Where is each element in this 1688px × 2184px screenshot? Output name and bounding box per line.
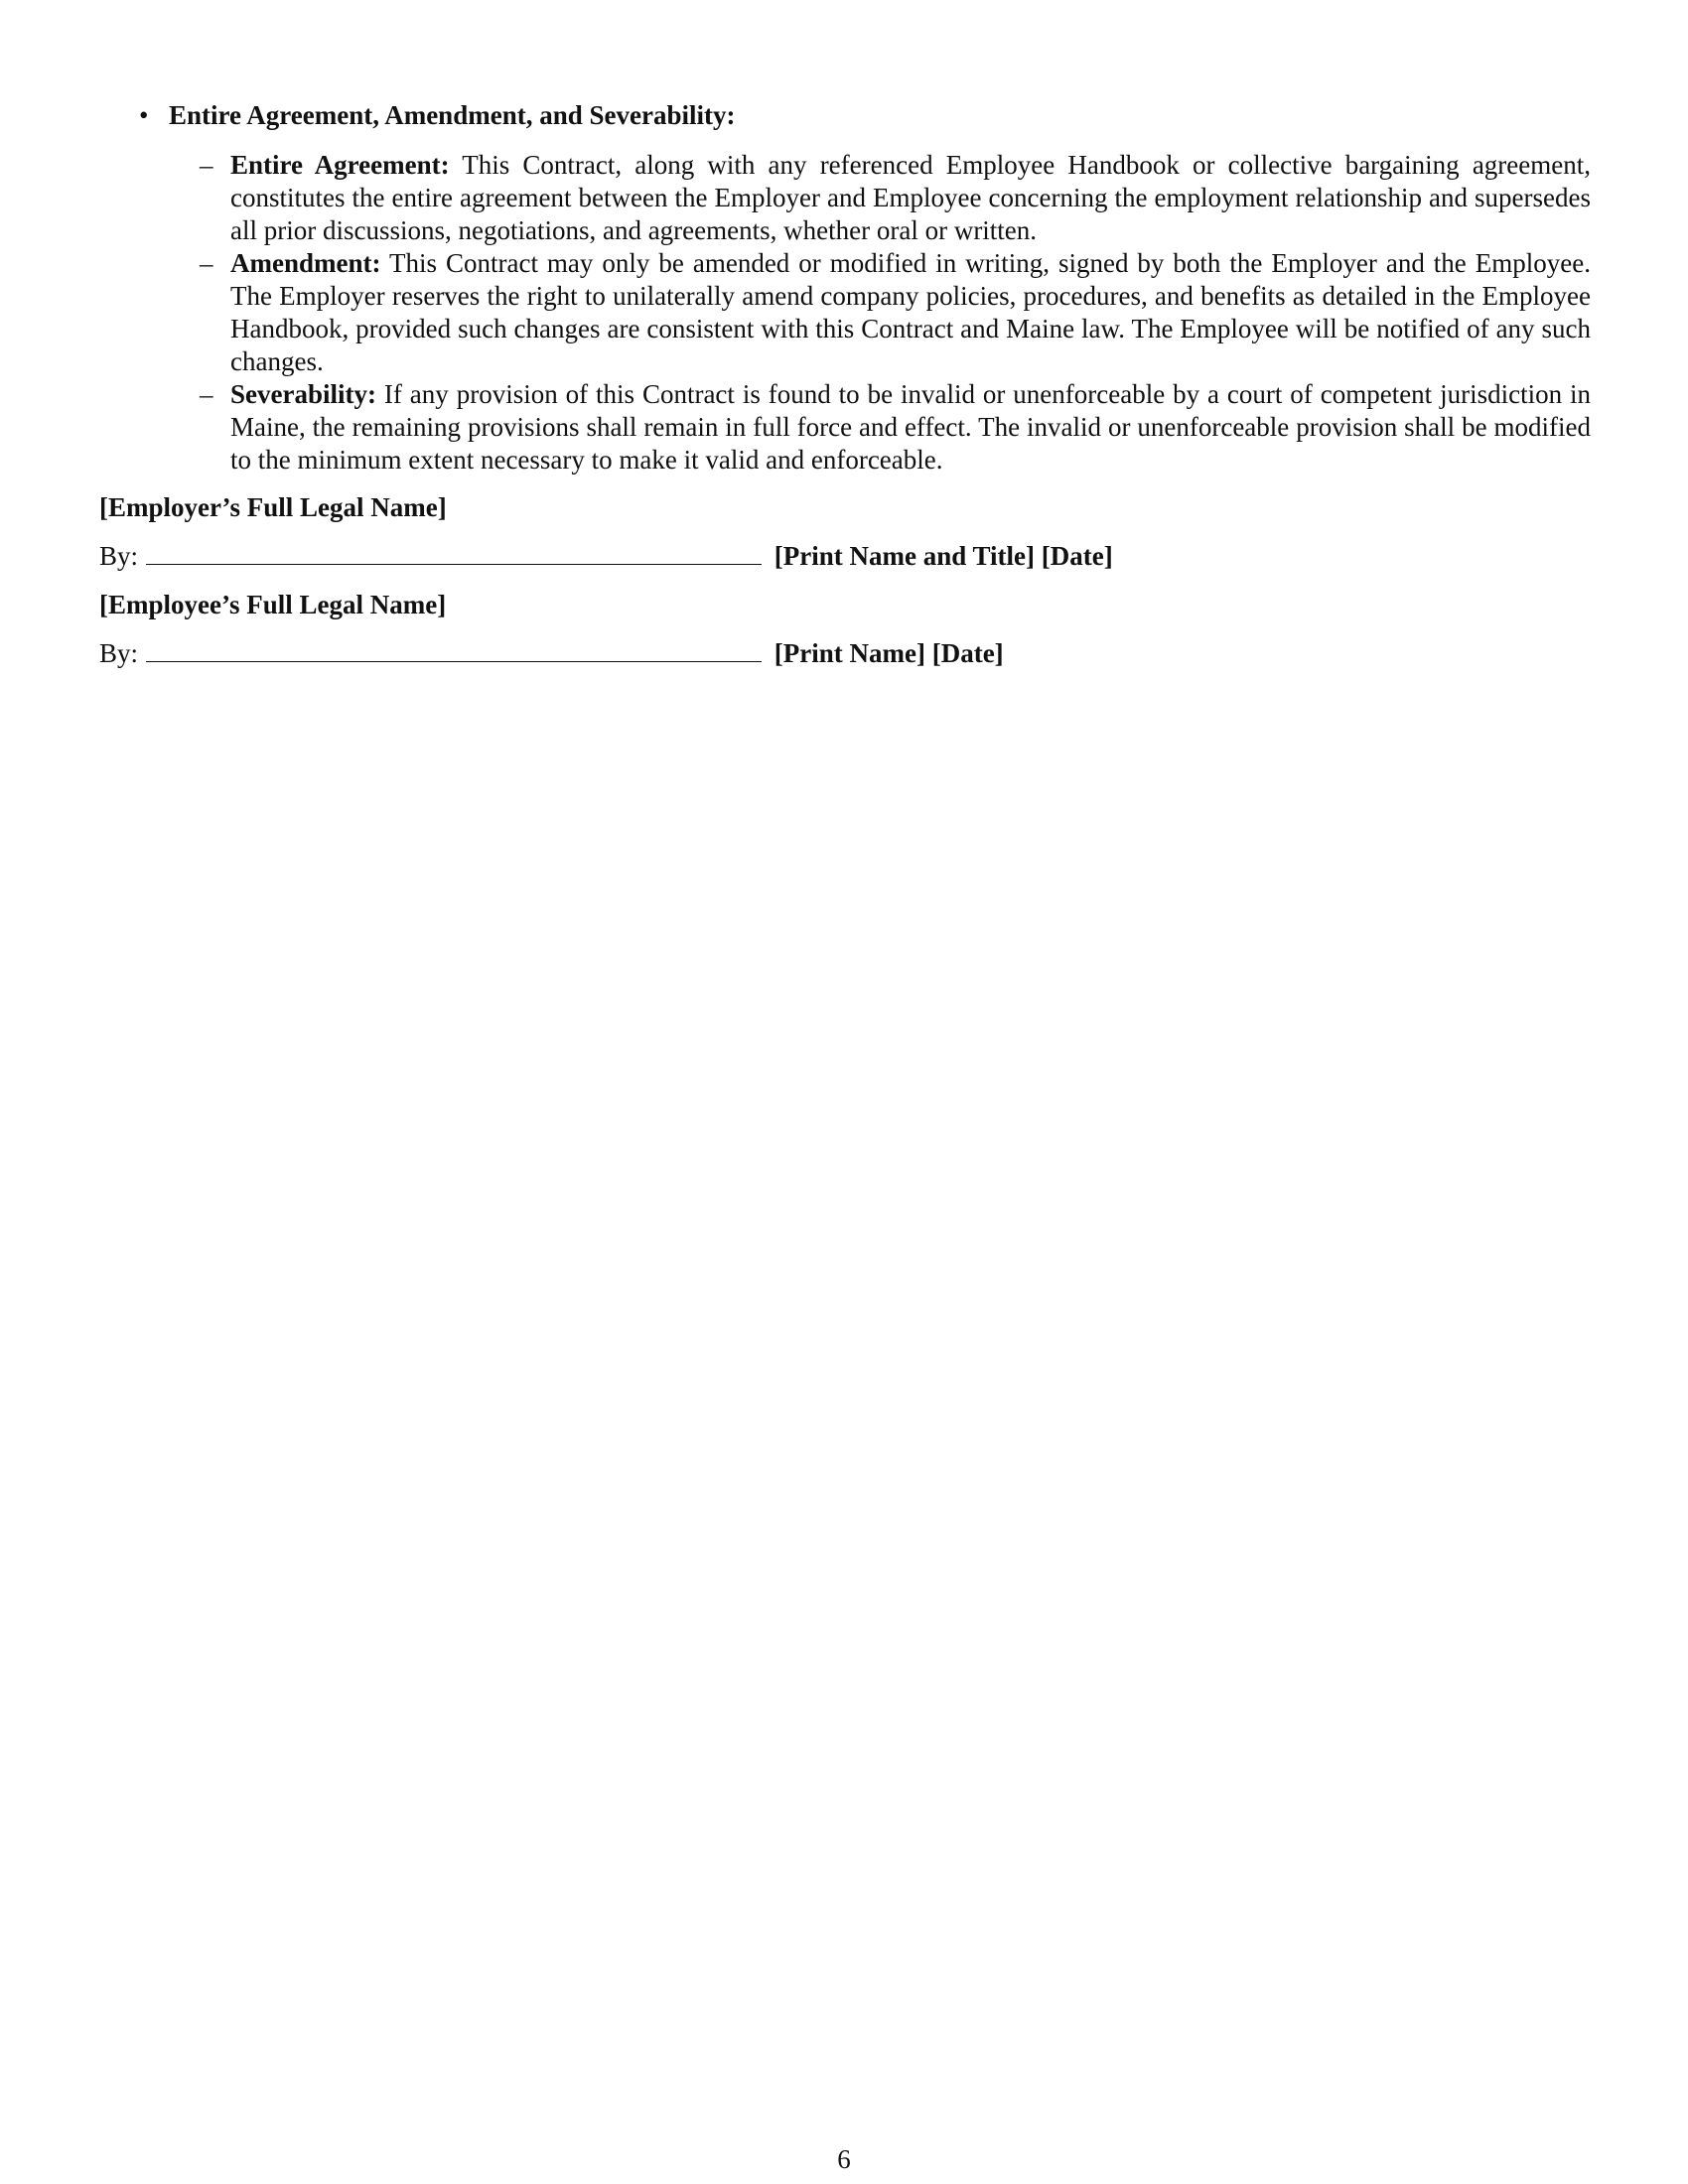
dash-marker: –	[200, 150, 213, 180]
clause-severability	[200, 378, 1591, 477]
employee-print-fields: [Print Name] [Date]	[774, 638, 1004, 668]
section-title: Entire Agreement, Amendment, and Severability:	[169, 100, 736, 130]
section-entire-agreement	[99, 99, 1591, 477]
clause-entire-agreement	[200, 149, 1591, 247]
employee-name: [Employee’s Full Legal Name]	[99, 590, 447, 619]
employee-signature-field[interactable]	[146, 660, 762, 662]
dash-marker: –	[200, 379, 213, 409]
page-number: 6	[837, 2144, 851, 2174]
clause-list	[169, 149, 1591, 477]
document-page	[99, 99, 1591, 686]
clause-amendment	[200, 247, 1591, 378]
employer-print-fields: [Print Name and Title] [Date]	[774, 541, 1113, 571]
clause-text: If any provision of this Contract is found to be invalid or unenforceable by a court of competent jurisdiction in Maine, the remaining provisions shall remain in full force and effect. The invalid or unenforceable provision shall be modified to the minimum extent necessary to make it valid and enforceable.	[230, 379, 1591, 475]
employer-signature-line	[99, 540, 1591, 573]
employer-signature-field[interactable]	[146, 563, 762, 565]
signature-block	[99, 491, 1591, 670]
clause-text: This Contract, along with any referenced Employee Handbook or collective bargaining agreement, constitutes the entire agreement between the Employer and Employee concerning the employment relationship and supersedes all prior discussions, negotiations, and agreements, whether oral or written.	[230, 150, 1591, 245]
clause-text: This Contract may only be amended or modified in writing, signed by both the Employer and the Employee. The Employer reserves the right to unilaterally amend company policies, procedures, and benefits as detailed in the Employee Handbook, provided such changes are consistent with this Contract and Maine law. The Employee will be notified of any such changes.	[230, 248, 1591, 376]
by-label: By:	[99, 541, 139, 571]
clause-label: Entire Agreement:	[230, 150, 450, 180]
dash-marker: –	[200, 248, 213, 278]
clause-label: Severability:	[230, 379, 376, 409]
clause-label: Amendment:	[230, 248, 381, 278]
by-label: By:	[99, 638, 139, 668]
bullet-marker: •	[139, 100, 149, 130]
employer-name: [Employer’s Full Legal Name]	[99, 492, 447, 522]
employee-signature-line	[99, 637, 1591, 670]
